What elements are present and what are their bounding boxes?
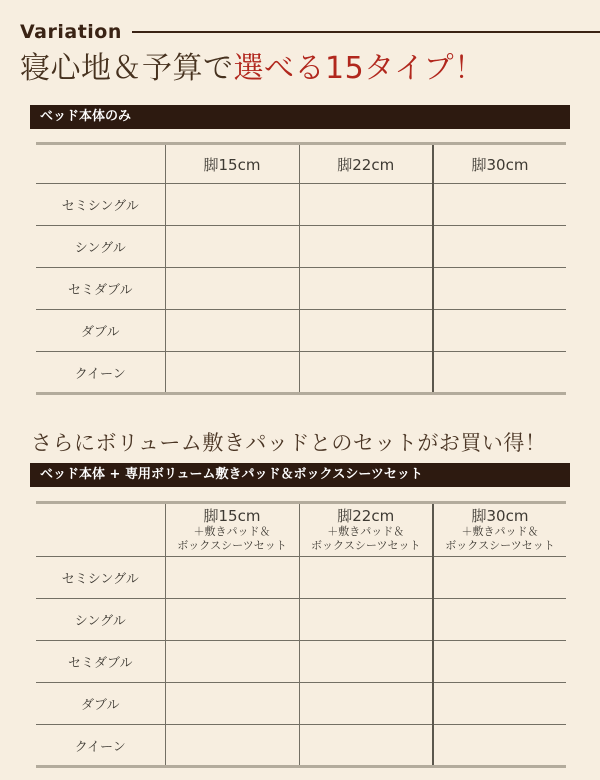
price-cell <box>299 310 433 352</box>
table-row <box>36 226 566 268</box>
price-cell <box>299 725 433 767</box>
price-cell <box>299 557 433 599</box>
table-row <box>36 268 566 310</box>
price-cell <box>165 352 299 394</box>
column-header-sub: ボックスシーツセット <box>445 539 555 552</box>
price-cell <box>433 641 566 683</box>
price-cell <box>165 683 299 725</box>
price-cell <box>299 599 433 641</box>
variation-header <box>20 22 600 42</box>
row-label: クイーン <box>74 739 126 755</box>
page-title <box>20 52 600 86</box>
table-row <box>36 557 566 599</box>
price-cell <box>433 352 566 394</box>
row-label: セミダブル <box>36 268 165 310</box>
price-cell <box>299 683 433 725</box>
column-header <box>299 503 433 557</box>
bed-set-price-table <box>36 501 566 768</box>
price-cell <box>299 184 433 226</box>
price-cell <box>299 226 433 268</box>
variation-label: Variation <box>20 21 122 43</box>
price-cell <box>433 683 566 725</box>
section2-bar: ベッド本体 + 専用ボリューム敷きパッド＆ボックスシーツセット <box>30 463 570 487</box>
column-header-main: 脚15cm <box>203 507 261 525</box>
price-cell <box>165 557 299 599</box>
page-title-brown: 寝心地＆予算で <box>20 51 234 86</box>
row-label: セミダブル <box>36 641 165 683</box>
column-header-sub: ＋敷きパッド＆ <box>327 525 405 538</box>
corner-cell <box>36 503 165 557</box>
price-cell <box>433 557 566 599</box>
row-label: シングル <box>36 226 165 268</box>
column-header-sub: ボックスシーツセット <box>311 539 421 552</box>
column-header-main: 脚22cm <box>337 507 395 525</box>
price-cell <box>299 268 433 310</box>
section1-bar: ベッド本体のみ <box>30 105 570 129</box>
page-title-red: 選べる15タイプ！ <box>233 51 485 86</box>
table-row <box>36 352 566 394</box>
price-cell <box>433 226 566 268</box>
column-header-sub: ＋敷きパッド＆ <box>461 525 539 538</box>
column-header: 脚22cm <box>299 144 433 184</box>
price-cell <box>165 641 299 683</box>
column-header <box>165 503 299 557</box>
bed-only-price-table <box>36 142 566 395</box>
column-header-main: 脚30cm <box>471 507 529 525</box>
row-label: シングル <box>36 599 165 641</box>
price-cell <box>165 268 299 310</box>
price-cell <box>165 226 299 268</box>
column-header: 脚30cm <box>433 144 566 184</box>
price-cell <box>433 725 566 767</box>
table-row <box>36 725 566 767</box>
price-cell <box>165 599 299 641</box>
row-label: ダブル <box>36 683 165 725</box>
row-label: クイーン <box>74 366 126 382</box>
price-cell <box>299 352 433 394</box>
price-cell <box>433 310 566 352</box>
price-cell <box>433 268 566 310</box>
price-cell <box>165 725 299 767</box>
price-cell <box>165 310 299 352</box>
row-label: セミシングル <box>36 184 165 226</box>
table-row <box>36 310 566 352</box>
column-header-sub: ＋敷きパッド＆ <box>193 525 271 538</box>
row-label: ダブル <box>36 310 165 352</box>
table-row <box>36 641 566 683</box>
row-label: セミシングル <box>36 557 165 599</box>
column-header: 脚15cm <box>165 144 299 184</box>
table-header-row <box>36 503 566 557</box>
price-cell <box>299 641 433 683</box>
table-row <box>36 599 566 641</box>
column-header <box>433 503 566 557</box>
set-offer-headline: さらにボリューム敷きパッドとのセットがお買い得！ <box>31 431 547 455</box>
price-cell <box>433 184 566 226</box>
column-header-sub: ボックスシーツセット <box>177 539 287 552</box>
price-cell <box>165 184 299 226</box>
variation-divider-line <box>132 31 600 33</box>
corner-cell <box>36 144 165 184</box>
table-row <box>36 184 566 226</box>
table-row <box>36 683 566 725</box>
table-header-row <box>36 144 566 184</box>
price-cell <box>433 599 566 641</box>
